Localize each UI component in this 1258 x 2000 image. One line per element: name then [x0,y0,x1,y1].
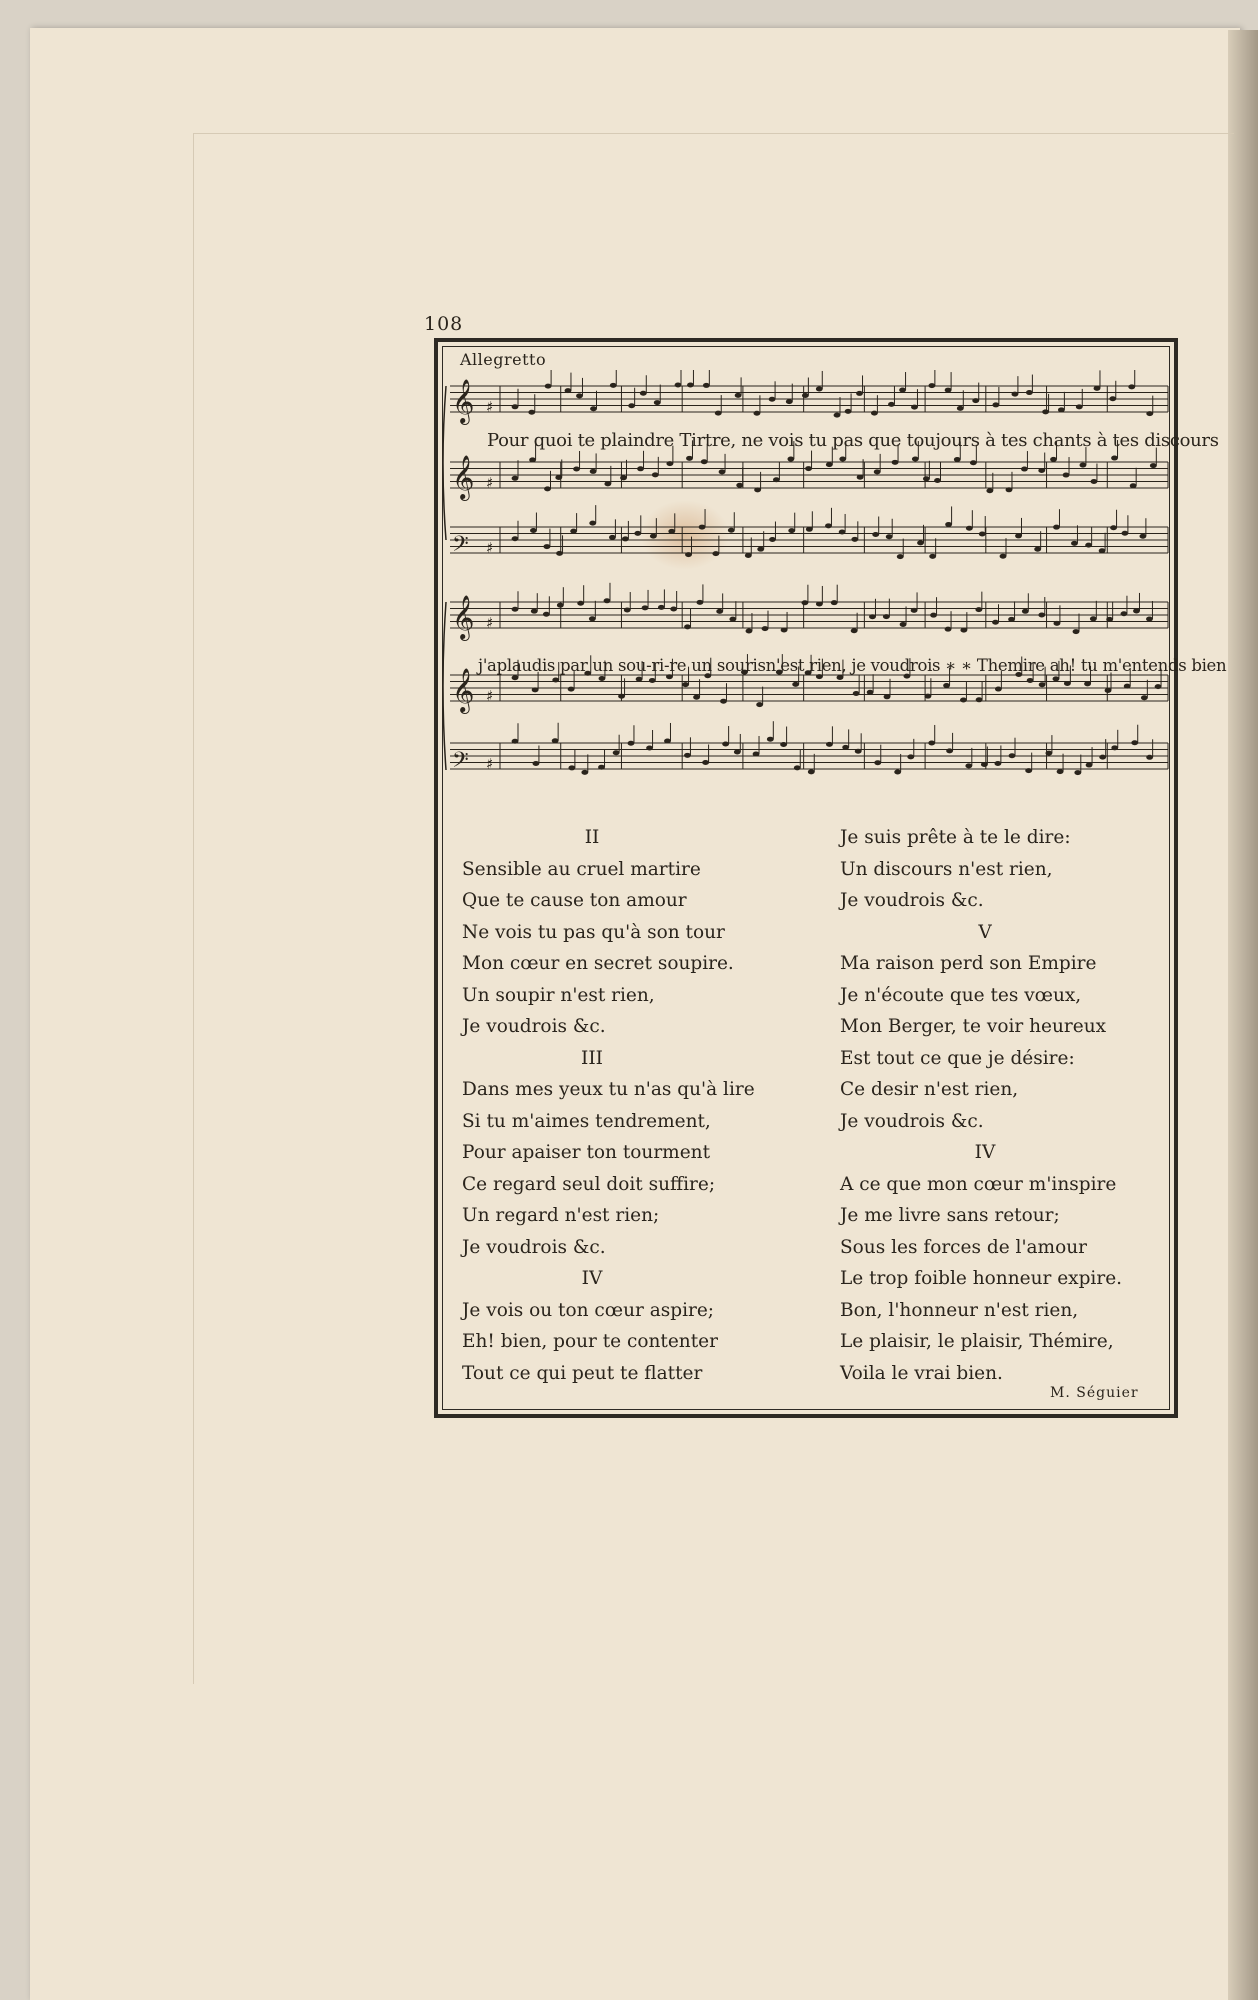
note-head-icon [943,683,950,688]
note-head-icon [907,754,914,759]
note-head-icon [842,745,849,750]
note-head-icon [851,537,858,542]
system-brace-icon [443,386,446,540]
note-head-icon [976,697,983,702]
note-head-icon [1076,404,1083,409]
verse-line: Eh! bien, pour te contenter [462,1331,718,1352]
note-head-icon [715,411,722,416]
note-head-icon [1085,543,1092,548]
note-head-icon [1064,681,1071,686]
verse-line: Est tout ce que je désire: [840,1047,1075,1069]
verse-line: Un discours n'est rien, [840,858,1053,880]
note-head-icon [557,603,564,608]
tempo-marking: Allegretto [460,350,547,369]
note-head-icon [1053,676,1060,681]
note-head-icon [816,386,823,391]
note-head-icon [1008,617,1015,622]
verse-line: Le plaisir, le plaisir, Thémire, [840,1331,1114,1352]
note-head-icon [684,624,691,629]
note-head-icon [966,526,973,531]
note-head-icon [1012,392,1019,397]
note-head-icon [622,536,629,541]
note-head-icon [613,750,620,755]
note-head-icon [839,456,846,461]
note-head-icon [929,554,936,559]
note-head-icon [649,678,656,683]
note-head-icon [1124,684,1131,689]
note-head-icon [1133,608,1140,613]
note-head-icon [780,742,787,747]
note-head-icon [664,738,671,743]
verse-line: Tout ce qui peut te flatter [462,1362,703,1384]
note-head-icon [693,695,700,700]
note-head-icon [1131,740,1138,745]
note-head-icon [773,477,780,482]
note-head-icon [930,613,937,618]
note-head-icon [1027,678,1034,683]
note-head-icon [618,694,625,699]
verse-line: Un regard n'est rien; [462,1205,660,1226]
note-head-icon [642,605,649,610]
note-head-icon [636,677,643,682]
verse-line: Mon Berger, te voir heureux [840,1016,1107,1037]
note-head-icon [544,486,551,491]
verse-block [462,1263,755,1389]
note-head-icon [1073,629,1080,634]
page-number: 108 [424,313,464,335]
note-head-icon [897,554,904,559]
note-head-icon [960,628,967,633]
note-head-icon [589,521,596,526]
verse-line: Je suis prête à te le dire: [840,827,1071,848]
note-head-icon [805,466,812,471]
note-head-icon [565,388,572,393]
note-head-icon [1106,617,1113,622]
note-head-icon [1084,681,1091,686]
key-signature-icon: ♯ [486,474,494,492]
verse-line: Je voudrois &c. [840,1110,984,1132]
note-head-icon [769,537,776,542]
note-head-icon [620,475,627,480]
note-head-icon [965,763,972,768]
verse-line: Que te cause ton amour [462,890,687,911]
verse-line: Sensible au cruel martire [462,858,701,880]
note-head-icon [923,476,930,481]
note-head-icon [894,769,901,774]
note-head-icon [590,469,597,474]
verse-line: Le trop foible honneur expire. [840,1268,1123,1289]
verse-line: Ma raison perd son Empire [840,953,1097,974]
note-head-icon [801,600,808,605]
note-head-icon [555,475,562,480]
note-head-icon [992,620,999,625]
note-head-icon [552,678,559,683]
note-head-icon [753,751,760,756]
verse-block [840,822,1130,917]
key-signature-icon: ♯ [486,539,494,557]
note-head-icon [899,388,906,393]
note-head-icon [728,528,735,533]
note-head-icon [628,741,635,746]
note-head-icon [1099,755,1106,760]
note-head-icon [1034,547,1041,552]
note-head-icon [769,397,776,402]
treble-clef-icon: 𝄞 [452,455,475,499]
note-head-icon [745,553,752,558]
note-head-icon [912,457,919,462]
note-head-icon [670,606,677,611]
verse-number: V [978,921,992,943]
note-head-icon [576,393,583,398]
lyric-line-1: Pour quoi te plaindre Tirtre, ne vois tu pas que toujours à tes chants à tes discours [487,430,1219,451]
note-head-icon [826,742,833,747]
treble-clef-icon: 𝄞 [452,379,475,423]
verse-line: Je voudrois &c. [462,1236,606,1258]
note-head-icon [609,535,616,540]
note-head-icon [792,682,799,687]
system-brace-icon [443,602,446,770]
note-head-icon [556,551,563,556]
note-head-icon [637,466,644,471]
verse-line: Je voudrois &c. [840,890,984,911]
note-head-icon [1046,751,1053,756]
note-head-icon [650,534,657,539]
note-head-icon [1080,463,1087,468]
bass-clef-icon: 𝄢 [452,532,469,562]
note-head-icon [746,629,753,634]
note-head-icon [687,383,694,388]
note-head-icon [716,609,723,614]
verse-block [462,822,755,1043]
note-head-icon [652,472,659,477]
note-head-icon [970,460,977,465]
note-head-icon [756,702,763,707]
note-head-icon [995,687,1002,692]
note-head-icon [1039,682,1046,687]
note-head-icon [781,627,788,632]
note-head-icon [568,765,575,770]
verse-number: II [584,827,600,848]
note-head-icon [834,413,841,418]
note-head-icon [1146,617,1153,622]
note-head-icon [568,687,575,692]
note-head-icon [545,384,552,389]
verse-line: Je vois ou ton cœur aspire; [462,1299,715,1321]
verse-line: Si tu m'aimes tendrement, [462,1110,711,1132]
verse-line: Je voudrois &c. [462,1016,606,1037]
note-head-icon [979,532,986,537]
note-head-icon [900,622,907,627]
note-head-icon [1121,611,1128,616]
treble-clef-icon: 𝄞 [452,595,475,639]
note-head-icon [1000,554,1007,559]
note-head-icon [720,699,727,704]
note-head-icon [1128,384,1135,389]
note-head-icon [577,601,584,606]
verse-line: Dans mes yeux tu n'as qu'à lire [462,1079,755,1100]
note-head-icon [552,738,559,743]
note-head-icon [512,536,519,541]
note-head-icon [754,411,761,416]
note-head-icon [1015,533,1022,538]
engraver-signature: M. Séguier [1050,1385,1139,1401]
note-head-icon [786,399,793,404]
note-head-icon [1050,457,1057,462]
note-head-icon [624,608,631,613]
verse-line: Ce desir n'est rien, [840,1079,1019,1100]
note-head-icon [1071,541,1078,546]
note-head-icon [1058,407,1065,412]
note-head-icon [735,393,742,398]
note-head-icon [839,529,846,534]
note-head-icon [654,400,661,405]
note-head-icon [787,457,794,462]
note-head-icon [590,406,597,411]
note-head-icon [1111,745,1118,750]
note-head-icon [886,534,893,539]
note-head-icon [911,608,918,613]
note-head-icon [734,749,741,754]
lyric-line-2: j'aplaudis par un sou-ri-re un sourisn'est rien, je voudrois ∗ ∗ Themire ah! tu m'entends bien [478,656,1227,675]
note-head-icon [853,691,860,696]
note-head-icon [1057,769,1064,774]
note-head-icon [712,551,719,556]
note-head-icon [1022,609,1029,614]
bass-clef-icon: 𝄢 [452,748,469,778]
note-head-icon [599,676,606,681]
note-head-icon [928,740,935,745]
note-head-icon [872,532,879,537]
note-head-icon [855,749,862,754]
note-head-icon [699,525,706,530]
note-head-icon [634,531,641,536]
note-head-icon [802,393,809,398]
note-head-icon [1021,467,1028,472]
verse-line: A ce que mon cœur m'inspire [840,1173,1117,1195]
verse-number: IV [974,1142,996,1163]
note-head-icon [883,614,890,619]
note-head-icon [1155,684,1162,689]
note-head-icon [729,617,736,622]
note-head-icon [529,457,536,462]
verse-line: Bon, l'honneur n'est rien, [840,1299,1079,1321]
note-head-icon [1054,621,1061,626]
note-head-icon [945,522,952,527]
note-head-icon [945,627,952,632]
key-signature-icon: ♯ [486,614,494,632]
note-head-icon [581,770,588,775]
note-head-icon [512,404,519,409]
note-head-icon [981,762,988,767]
note-head-icon [946,748,953,753]
note-head-icon [722,742,729,747]
note-head-icon [1091,479,1098,484]
note-head-icon [658,605,665,610]
verse-line: Voila le vrai bien. [840,1362,1003,1384]
note-head-icon [675,383,682,388]
note-head-icon [845,409,852,414]
note-head-icon [604,598,611,603]
verse-line: Pour apaiser ton tourment [462,1142,710,1163]
note-head-icon [924,694,931,699]
note-head-icon [960,698,967,703]
note-head-icon [837,675,844,680]
note-head-icon [934,478,941,483]
note-head-icon [703,383,710,388]
note-head-icon [806,527,813,532]
note-head-icon [945,388,952,393]
note-head-icon [869,614,876,619]
note-head-icon [874,760,881,765]
note-head-icon [884,694,891,699]
note-head-icon [598,765,605,770]
note-head-icon [1109,396,1116,401]
key-signature-icon: ♯ [486,398,494,416]
note-head-icon [686,456,693,461]
note-head-icon [928,383,935,388]
note-head-icon [1139,534,1146,539]
verse-line: Un soupir n'est rien, [462,984,655,1006]
note-head-icon [1105,688,1112,693]
verse-line: Ce regard seul doit suffire; [462,1173,716,1195]
note-head-icon [1141,695,1148,700]
verses-right-column [840,822,1130,1389]
note-head-icon [1110,525,1117,530]
note-head-icon [1038,613,1045,618]
note-head-icon [857,475,864,480]
note-head-icon [532,687,539,692]
verse-line: Sous les forces de l'amour [840,1236,1087,1258]
note-head-icon [1026,390,1033,395]
note-head-icon [1038,468,1045,473]
note-head-icon [512,476,519,481]
note-head-icon [646,746,653,751]
note-head-icon [1042,409,1049,414]
note-head-icon [697,600,704,605]
note-head-icon [856,391,863,396]
note-head-icon [528,410,535,415]
note-head-icon [1146,755,1153,760]
note-head-icon [1111,456,1118,461]
note-head-icon [874,469,881,474]
note-head-icon [530,528,537,533]
note-head-icon [684,753,691,758]
note-head-icon [954,457,961,462]
note-head-icon [826,462,833,467]
note-head-icon [992,402,999,407]
note-head-icon [736,483,743,488]
note-head-icon [762,626,769,631]
note-head-icon [1063,473,1070,478]
note-head-icon [544,544,551,549]
note-head-icon [1090,616,1097,621]
note-head-icon [831,600,838,605]
note-head-icon [640,391,647,396]
note-head-icon [685,552,692,557]
note-head-icon [972,398,979,403]
note-head-icon [816,601,823,606]
verse-number: IV [581,1268,603,1289]
note-head-icon [1099,548,1106,553]
note-head-icon [1121,531,1128,536]
note-head-icon [666,461,673,466]
note-head-icon [1074,770,1081,775]
note-head-icon [975,607,982,612]
note-head-icon [1150,463,1157,468]
note-head-icon [531,609,538,614]
note-head-icon [604,481,611,486]
verse-block [840,1137,1130,1389]
verse-line: Mon cœur en secret soupire. [462,953,734,974]
note-head-icon [512,739,519,744]
note-head-icon [767,737,774,742]
note-head-icon [892,460,899,465]
note-head-icon [610,383,617,388]
key-signature-icon: ♯ [486,687,494,705]
note-head-icon [512,607,519,612]
note-head-icon [871,411,878,416]
note-head-icon [911,405,918,410]
note-head-icon [957,406,964,411]
verse-block [840,917,1130,1138]
key-signature-icon: ♯ [486,755,494,773]
note-head-icon [1006,487,1013,492]
note-head-icon [533,761,540,766]
note-head-icon [794,765,801,770]
note-head-icon [757,547,764,552]
note-head-icon [702,760,709,765]
verses-left-column [462,822,755,1389]
note-head-icon [867,690,874,695]
note-head-icon [701,459,708,464]
note-head-icon [543,612,550,617]
note-head-icon [788,528,795,533]
note-head-icon [1053,525,1060,530]
note-head-icon [512,675,519,680]
note-head-icon [570,529,577,534]
note-head-icon [628,403,635,408]
note-head-icon [808,769,815,774]
verse-line: Je n'écoute que tes vœux, [840,984,1082,1006]
note-head-icon [589,616,596,621]
note-head-icon [1146,411,1153,416]
verse-number: III [581,1047,603,1069]
note-head-icon [888,402,895,407]
note-head-icon [1009,753,1016,758]
verse-line: Je me livre sans retour; [840,1205,1060,1226]
note-head-icon [719,469,726,474]
note-head-icon [994,761,1001,766]
note-head-icon [917,540,924,545]
note-head-icon [851,628,858,633]
note-head-icon [1094,386,1101,391]
note-head-icon [1025,768,1032,773]
treble-clef-icon: 𝄞 [452,668,475,712]
verse-line: Ne vois tu pas qu'à son tour [462,921,725,943]
note-head-icon [986,488,993,493]
note-head-icon [668,529,675,534]
note-head-icon [1086,763,1093,768]
note-head-icon [682,682,689,687]
note-head-icon [573,467,580,472]
note-head-icon [754,487,761,492]
note-head-icon [1130,483,1137,488]
note-head-icon [825,523,832,528]
verse-block [462,1043,755,1264]
